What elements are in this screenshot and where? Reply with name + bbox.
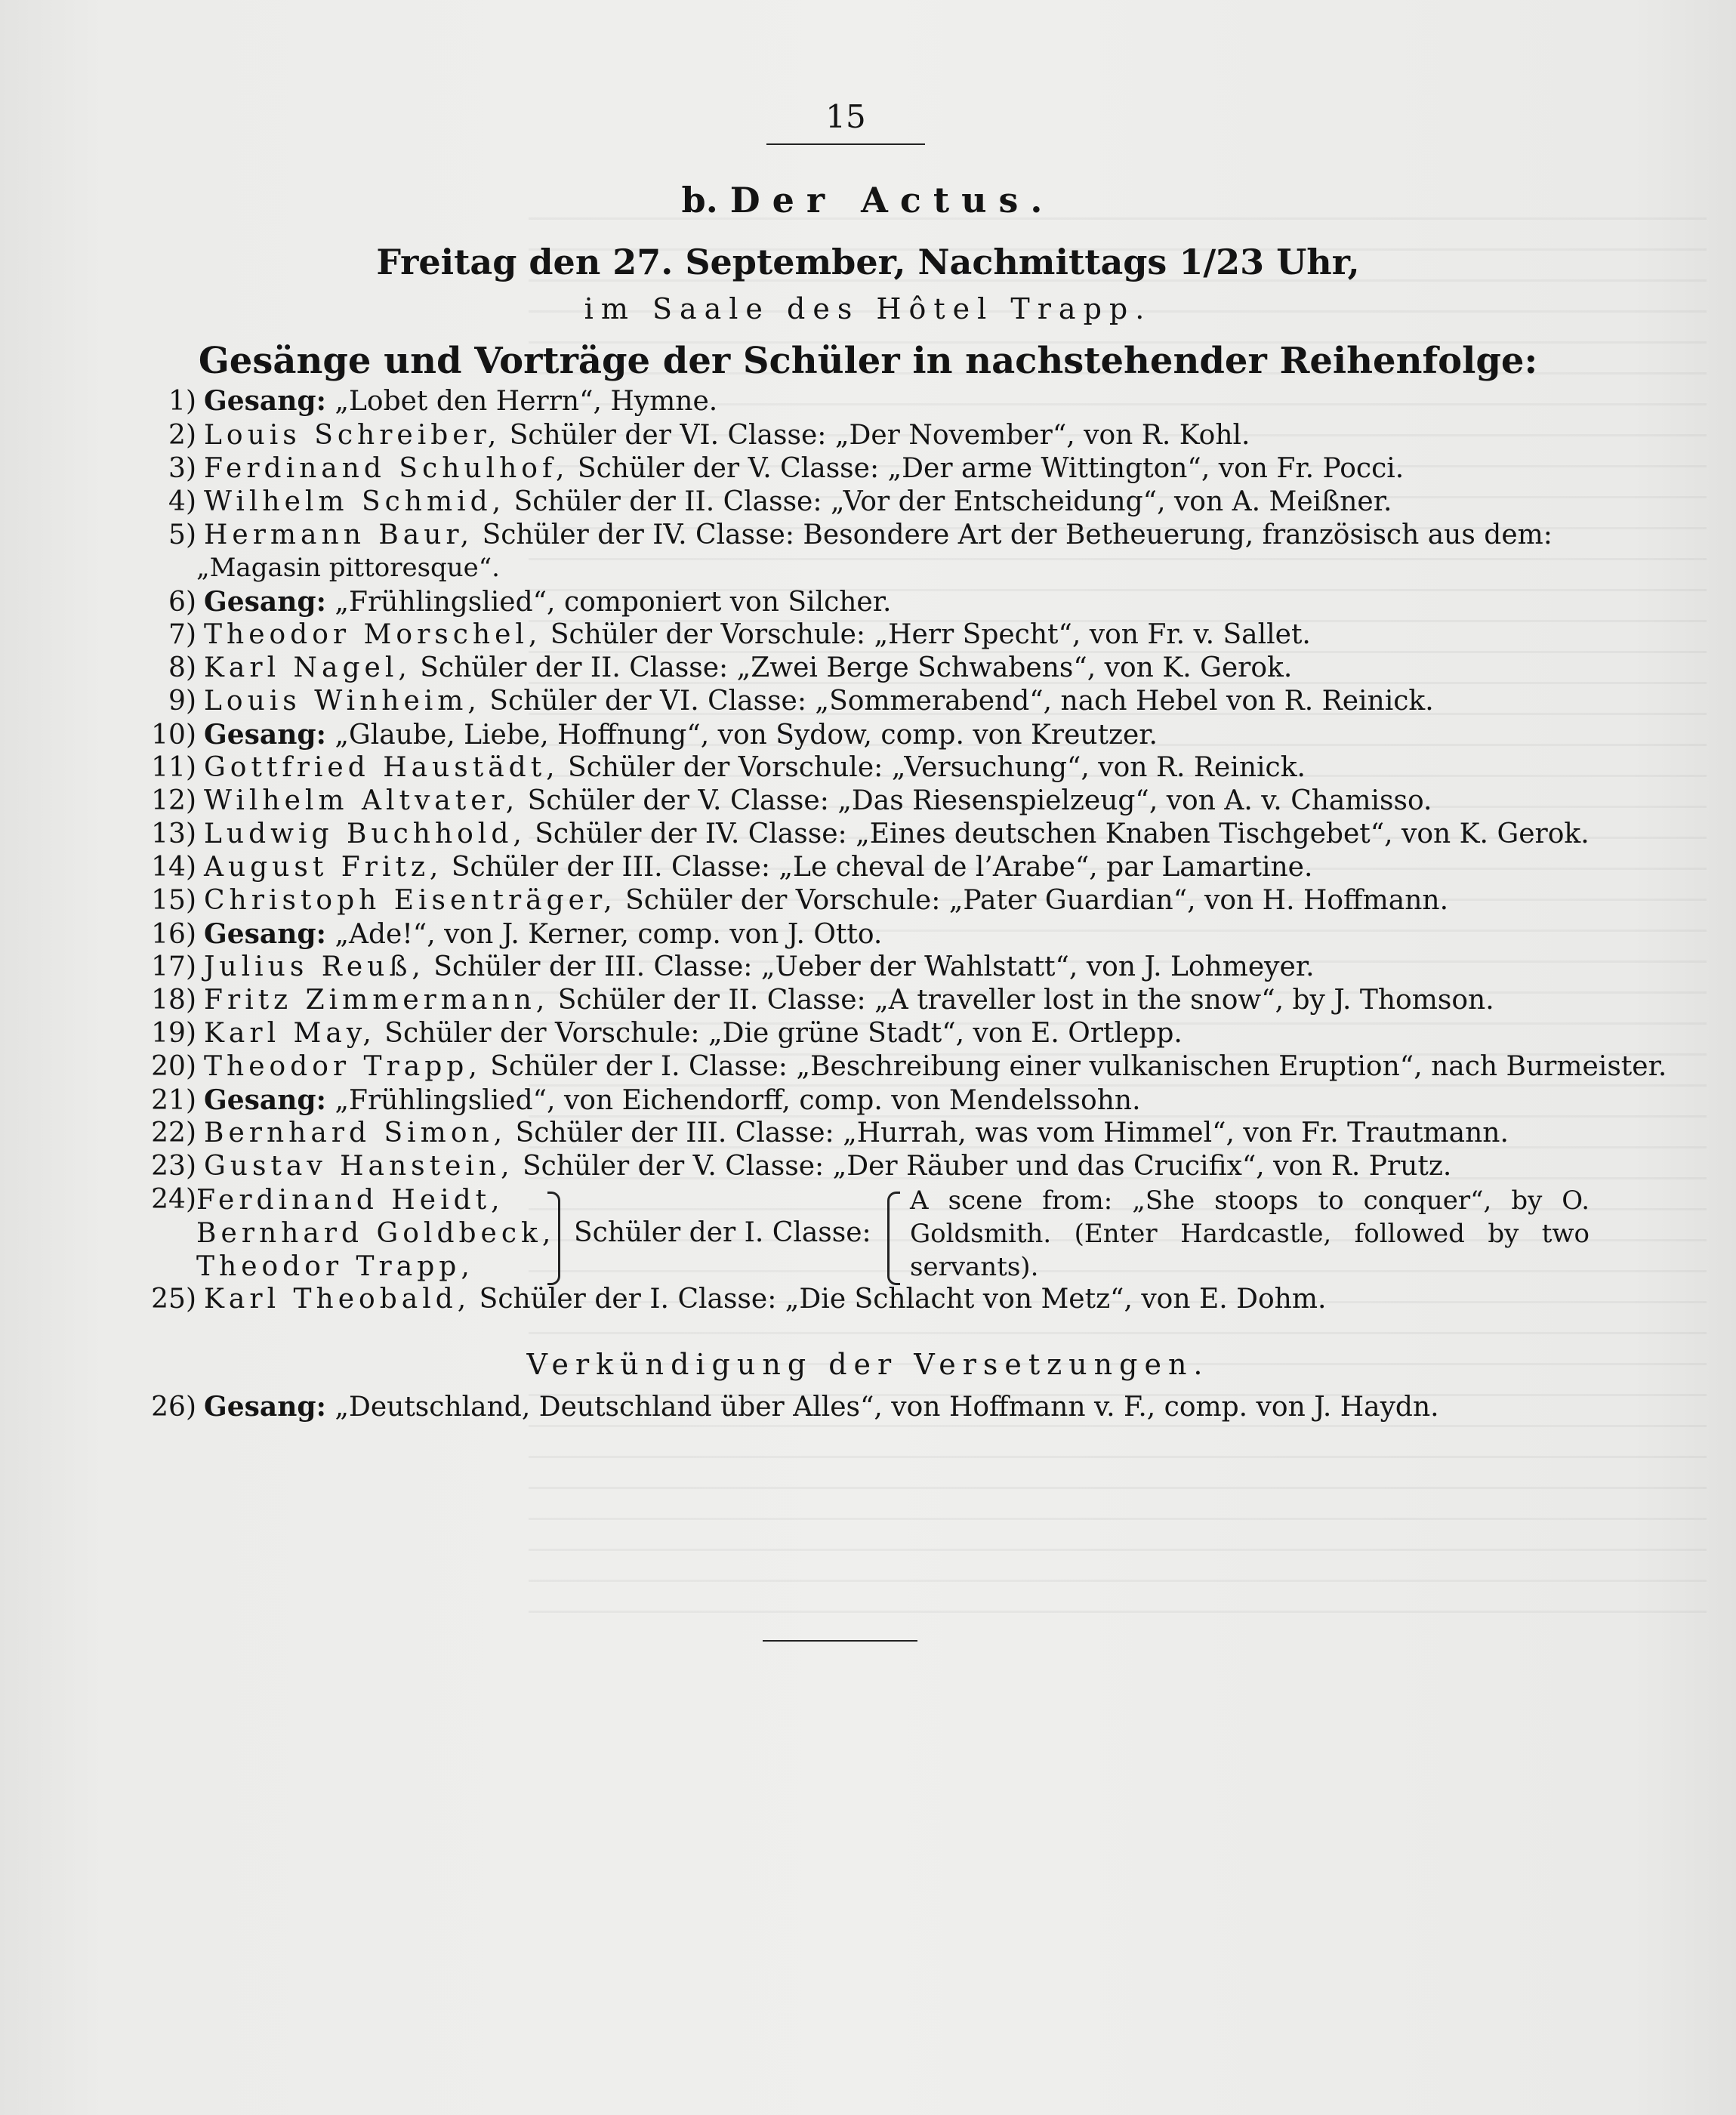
- item-24-performers: [196, 1184, 555, 1284]
- program-item-22: 22) Bernhard Simon, Schüler der III. Classe: „Hurrah, was vom Himmel“, von Fr. Trautmann.: [151, 1118, 1509, 1148]
- top-rule: [766, 143, 925, 145]
- item-24-piece: A scene from: „She stoops to conquer“, by O. Goldsmith. (Enter Hardcastle, followed by two servants).: [910, 1185, 1590, 1282]
- performer-name: Theodor Trapp,: [196, 1251, 474, 1282]
- program-heading: Gesänge und Vorträge der Schüler in nachstehender Reihenfolge:: [198, 340, 1538, 382]
- date-suffix: Uhr,: [1276, 242, 1360, 282]
- program-item-17: 17) Julius Reuß, Schüler der III. Classe: „Ueber der Wahlstatt“, von J. Lohmeyer.: [151, 951, 1315, 982]
- program-item-24: [113, 1184, 1590, 1290]
- program-item-13: 13) Ludwig Buchhold, Schüler der IV. Classe: „Eines deutschen Knaben Tischgebet“, von K. Gerok.: [151, 819, 1590, 849]
- program-item-2: 2) Louis Schreiber, Schüler der VI. Classe: „Der November“, von R. Kohl.: [168, 420, 1250, 451]
- brace-left: [547, 1192, 560, 1285]
- date-line: [0, 242, 1736, 282]
- program-item-18: 18) Fritz Zimmermann, Schüler der II. Classe: „A traveller lost in the snow“, by J. Thomson.: [151, 985, 1494, 1016]
- announcement-heading: Verkündigung der Versetzungen.: [526, 1348, 1210, 1381]
- brace-right: [887, 1192, 900, 1285]
- program-item-3: 3) Ferdinand Schulhof, Schüler der V. Classe: „Der arme Wittington“, von Fr. Pocci.: [168, 453, 1405, 484]
- program-item-6: 6) Gesang: „Frühlingslied“, componiert von Silcher.: [168, 586, 892, 618]
- program-item-19: 19) Karl May, Schüler der Vorschule: „Die grüne Stadt“, von E. Ortlepp.: [151, 1018, 1183, 1049]
- performer-name: Bernhard Goldbeck,: [196, 1218, 556, 1249]
- program-item-7: 7) Theodor Morschel, Schüler der Vorschule: „Herr Specht“, von Fr. v. Sallet.: [168, 619, 1311, 650]
- item-24-school: Schüler der I. Classe:: [574, 1217, 871, 1248]
- page-number: 15: [825, 98, 866, 135]
- program-item-26: 26) Gesang: „Deutschland, Deutschland über Alles“, von Hoffmann v. F., comp. von J. Haydn.: [151, 1391, 1439, 1423]
- program-item-20: 20) Theodor Trapp, Schüler der I. Classe: „Beschreibung einer vulkanischen Eruption“, nach Burmeister.: [151, 1051, 1667, 1082]
- program-item-25: 25) Karl Theobald, Schüler der I. Classe: „Die Schlacht von Metz“, von E. Dohm.: [151, 1284, 1327, 1315]
- venue-line: im Saale des Hôtel Trapp.: [584, 292, 1152, 325]
- program-item-9: 9) Louis Winheim, Schüler der VI. Classe: „Sommerabend“, nach Hebel von R. Reinick.: [168, 686, 1434, 717]
- program-item-1: 1) Gesang: „Lobet den Herrn“, Hymne.: [168, 385, 718, 417]
- program-item-23: 23) Gustav Hanstein, Schüler der V. Classe: „Der Räuber und das Crucifix“, von R. Prutz.: [151, 1151, 1452, 1182]
- program-item-11: 11) Gottfried Haustädt, Schüler der Vorschule: „Versuchung“, von R. Reinick.: [151, 752, 1306, 783]
- program-item-16: 16) Gesang: „Ade!“, von J. Kerner, comp. von J. Otto.: [151, 918, 883, 950]
- time-fraction: 1/23: [1179, 242, 1265, 282]
- program-item-8: 8) Karl Nagel, Schüler der II. Classe: „Zwei Berge Schwabens“, von K. Gerok.: [168, 652, 1293, 683]
- program-item-21: 21) Gesang: „Frühlingslied“, von Eichendorff, comp. von Mendelssohn.: [151, 1084, 1141, 1116]
- item-24-number: 24): [151, 1184, 196, 1215]
- bottom-rule: [763, 1640, 917, 1642]
- program-item-14: 14) August Fritz, Schüler der III. Classe: „Le cheval de l’Arabe“, par Lamartine.: [151, 852, 1313, 883]
- section-letter: b.: [681, 180, 718, 220]
- performer-name: Ferdinand Heidt,: [196, 1185, 504, 1216]
- section-title-text: Der Actus.: [729, 180, 1055, 220]
- program-item-15: 15) Christoph Eisenträger, Schüler der Vorschule: „Pater Guardian“, von H. Hoffmann.: [151, 885, 1449, 916]
- program-item-12: 12) Wilhelm Altvater, Schüler der V. Classe: „Das Riesenspielzeug“, von A. v. Chamisso.: [151, 785, 1432, 816]
- date-prefix: Freitag den 27. September, Nachmittags: [376, 242, 1167, 282]
- program-item-5-continuation: „Magasin pittoresque“.: [196, 553, 500, 583]
- program-item-10: 10) Gesang: „Glaube, Liebe, Hoffnung“, von Sydow, comp. von Kreutzer.: [151, 719, 1158, 751]
- program-item-5: 5) Hermann Baur, Schüler der IV. Classe: Besondere Art der Betheuerung, französisch aus dem:: [168, 520, 1553, 550]
- program-item-4: 4) Wilhelm Schmid, Schüler der II. Classe: „Vor der Entscheidung“, von A. Meißner.: [168, 486, 1392, 517]
- section-title: [0, 180, 1736, 220]
